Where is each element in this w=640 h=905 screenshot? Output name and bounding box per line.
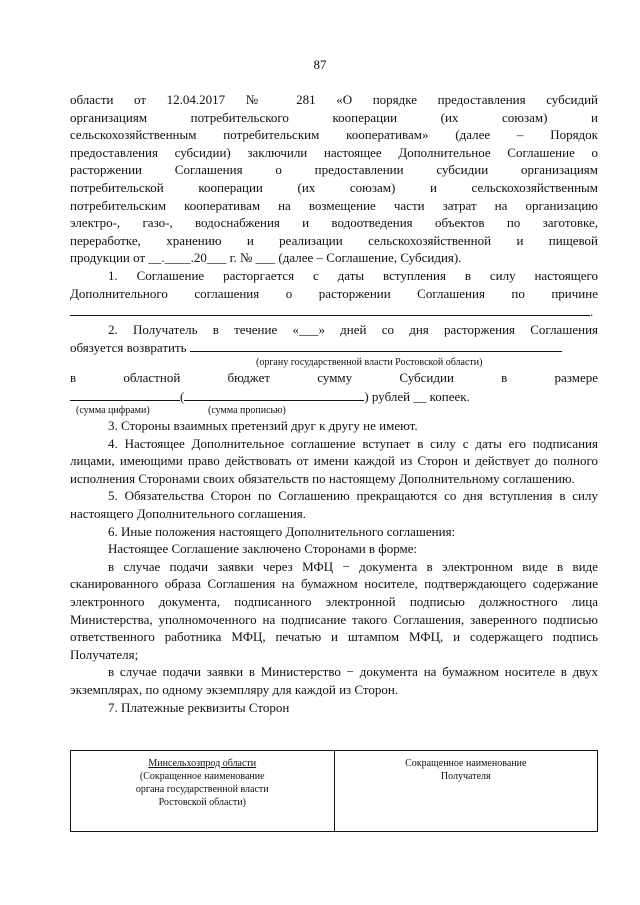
- intro-line: потребительской кооперации (их союзам) и сельскохозяйственным: [70, 179, 598, 195]
- intro-line: потребительским кооперативам на возмещение части затрат на организацию: [70, 197, 598, 213]
- reason-blank: [70, 302, 590, 316]
- recipient-hint-line: Получателя: [440, 771, 491, 782]
- sum-rest: ) рублей __ копеек.: [364, 388, 470, 404]
- clause-3: 3. Стороны взаимных претензий друг к другу не имеют.: [108, 418, 418, 434]
- ministry-hint-line: (Сокращенное наименование: [139, 771, 265, 782]
- budget-word: в: [501, 369, 508, 385]
- sum-words-hint: (сумма прописью): [208, 405, 286, 417]
- intro-line: электро-, газо-, водоснабжения и водоотведения объектов по заготовке,: [70, 215, 598, 231]
- organ-hint-row: [70, 357, 598, 369]
- page-number: 87: [313, 57, 327, 72]
- document-body: [70, 91, 598, 716]
- clause-2-budget-line: [70, 369, 598, 387]
- intro-line: организациям потребительского кооперации (их союзам) и: [70, 109, 598, 125]
- intro-line: продукции от __.____.20___ г. № ___ (далее – Соглашение, Субсидия).: [70, 250, 462, 266]
- sum-hint-row: [70, 405, 598, 417]
- clause-5: 5. Обязательства Сторон по Соглашению прекращаются со дня вступления в силу настоящего Дополнительного соглашения.: [70, 488, 598, 522]
- sum-words-blank: [184, 387, 364, 401]
- clause-6-mfc: в случае подачи заявки через МФЦ − документа в электронном виде в виде сканированного образа Соглашения на бумажном носителе, подтверждающего содержание электронного документа, подписанного электронной подписью должностного лица Министерства, уполномоченного на подписание такого Соглашения, заверенного подписью ответственного работника МФЦ, печатью и штампом МФЦ, и содержащего подпись Получателя;: [70, 558, 598, 662]
- organ-blank: [190, 338, 562, 352]
- reason-end: .: [590, 304, 594, 320]
- intro-line: переработке, хранению и реализации сельскохозяйственной и пищевой: [70, 232, 598, 248]
- recipient-hint-line: Сокращенное наименование: [405, 758, 527, 769]
- ministry-hint-line: органа государственной власти: [135, 784, 269, 795]
- sum-digits-blank: [70, 387, 180, 401]
- organ-hint: (органу государственной власти Ростовской области): [256, 356, 483, 368]
- clause-6: 6. Иные положения настоящего Дополнительного соглашения:: [108, 523, 456, 539]
- intro-line: области от 12.04.2017 № 281 «О порядке предоставления субсидий: [70, 92, 598, 107]
- recipient-cell: [334, 751, 598, 832]
- budget-word: в: [70, 369, 77, 385]
- ministry-name: Минсельхозпрод области: [148, 758, 257, 769]
- clause-2-line: 2. Получатель в течение «___» дней со дня расторжения Соглашения: [108, 321, 598, 337]
- budget-word: сумму: [317, 369, 353, 385]
- ministry-hint-line: Ростовской области): [158, 797, 246, 808]
- sum-digits-hint: (сумма цифрами): [76, 405, 150, 417]
- payment-details-table: [70, 750, 598, 832]
- ministry-cell: [71, 751, 335, 832]
- budget-word: Субсидии: [399, 369, 454, 385]
- paren-open: (: [180, 388, 185, 404]
- clause-7: 7. Платежные реквизиты Сторон: [108, 699, 290, 715]
- clause-1-reason-line: [70, 302, 598, 321]
- return-text: обязуется возвратить: [70, 340, 187, 356]
- intro-line: сельскохозяйственным потребительским кооперативам» (далее – Порядок: [70, 127, 598, 143]
- clause-1-line: 1. Соглашение расторгается с даты вступления в силу настоящего: [108, 267, 598, 283]
- intro-line: предоставления субсидии) заключили настоящее Дополнительное Соглашение о: [70, 144, 598, 160]
- budget-word: областной: [123, 369, 181, 385]
- budget-word: бюджет: [227, 369, 271, 385]
- clause-6-form: Настоящее Соглашение заключено Сторонами в форме:: [108, 541, 418, 557]
- intro-line: расторжении Соглашения о предоставлении субсидии организациям: [70, 162, 598, 178]
- clause-1-line: Дополнительного соглашения о расторжении Соглашения по причине: [70, 285, 598, 301]
- clause-4: 4. Настоящее Дополнительное соглашение вступает в силу с даты его подписания лицами, имеющими право действовать от имени каждой из Сторон и действует до полного исполнения Сторонами своих обязательств по настоящему Дополнительному соглашению.: [70, 435, 598, 486]
- clause-2-sum-line: [70, 387, 598, 406]
- clause-2-return-line: [70, 338, 598, 357]
- clause-6-ministry: в случае подачи заявки в Министерство − документа на бумажном носителе в двух экземплярах, по одному экземпляру для каждой из Сторон.: [70, 664, 598, 697]
- budget-word: размере: [554, 369, 598, 385]
